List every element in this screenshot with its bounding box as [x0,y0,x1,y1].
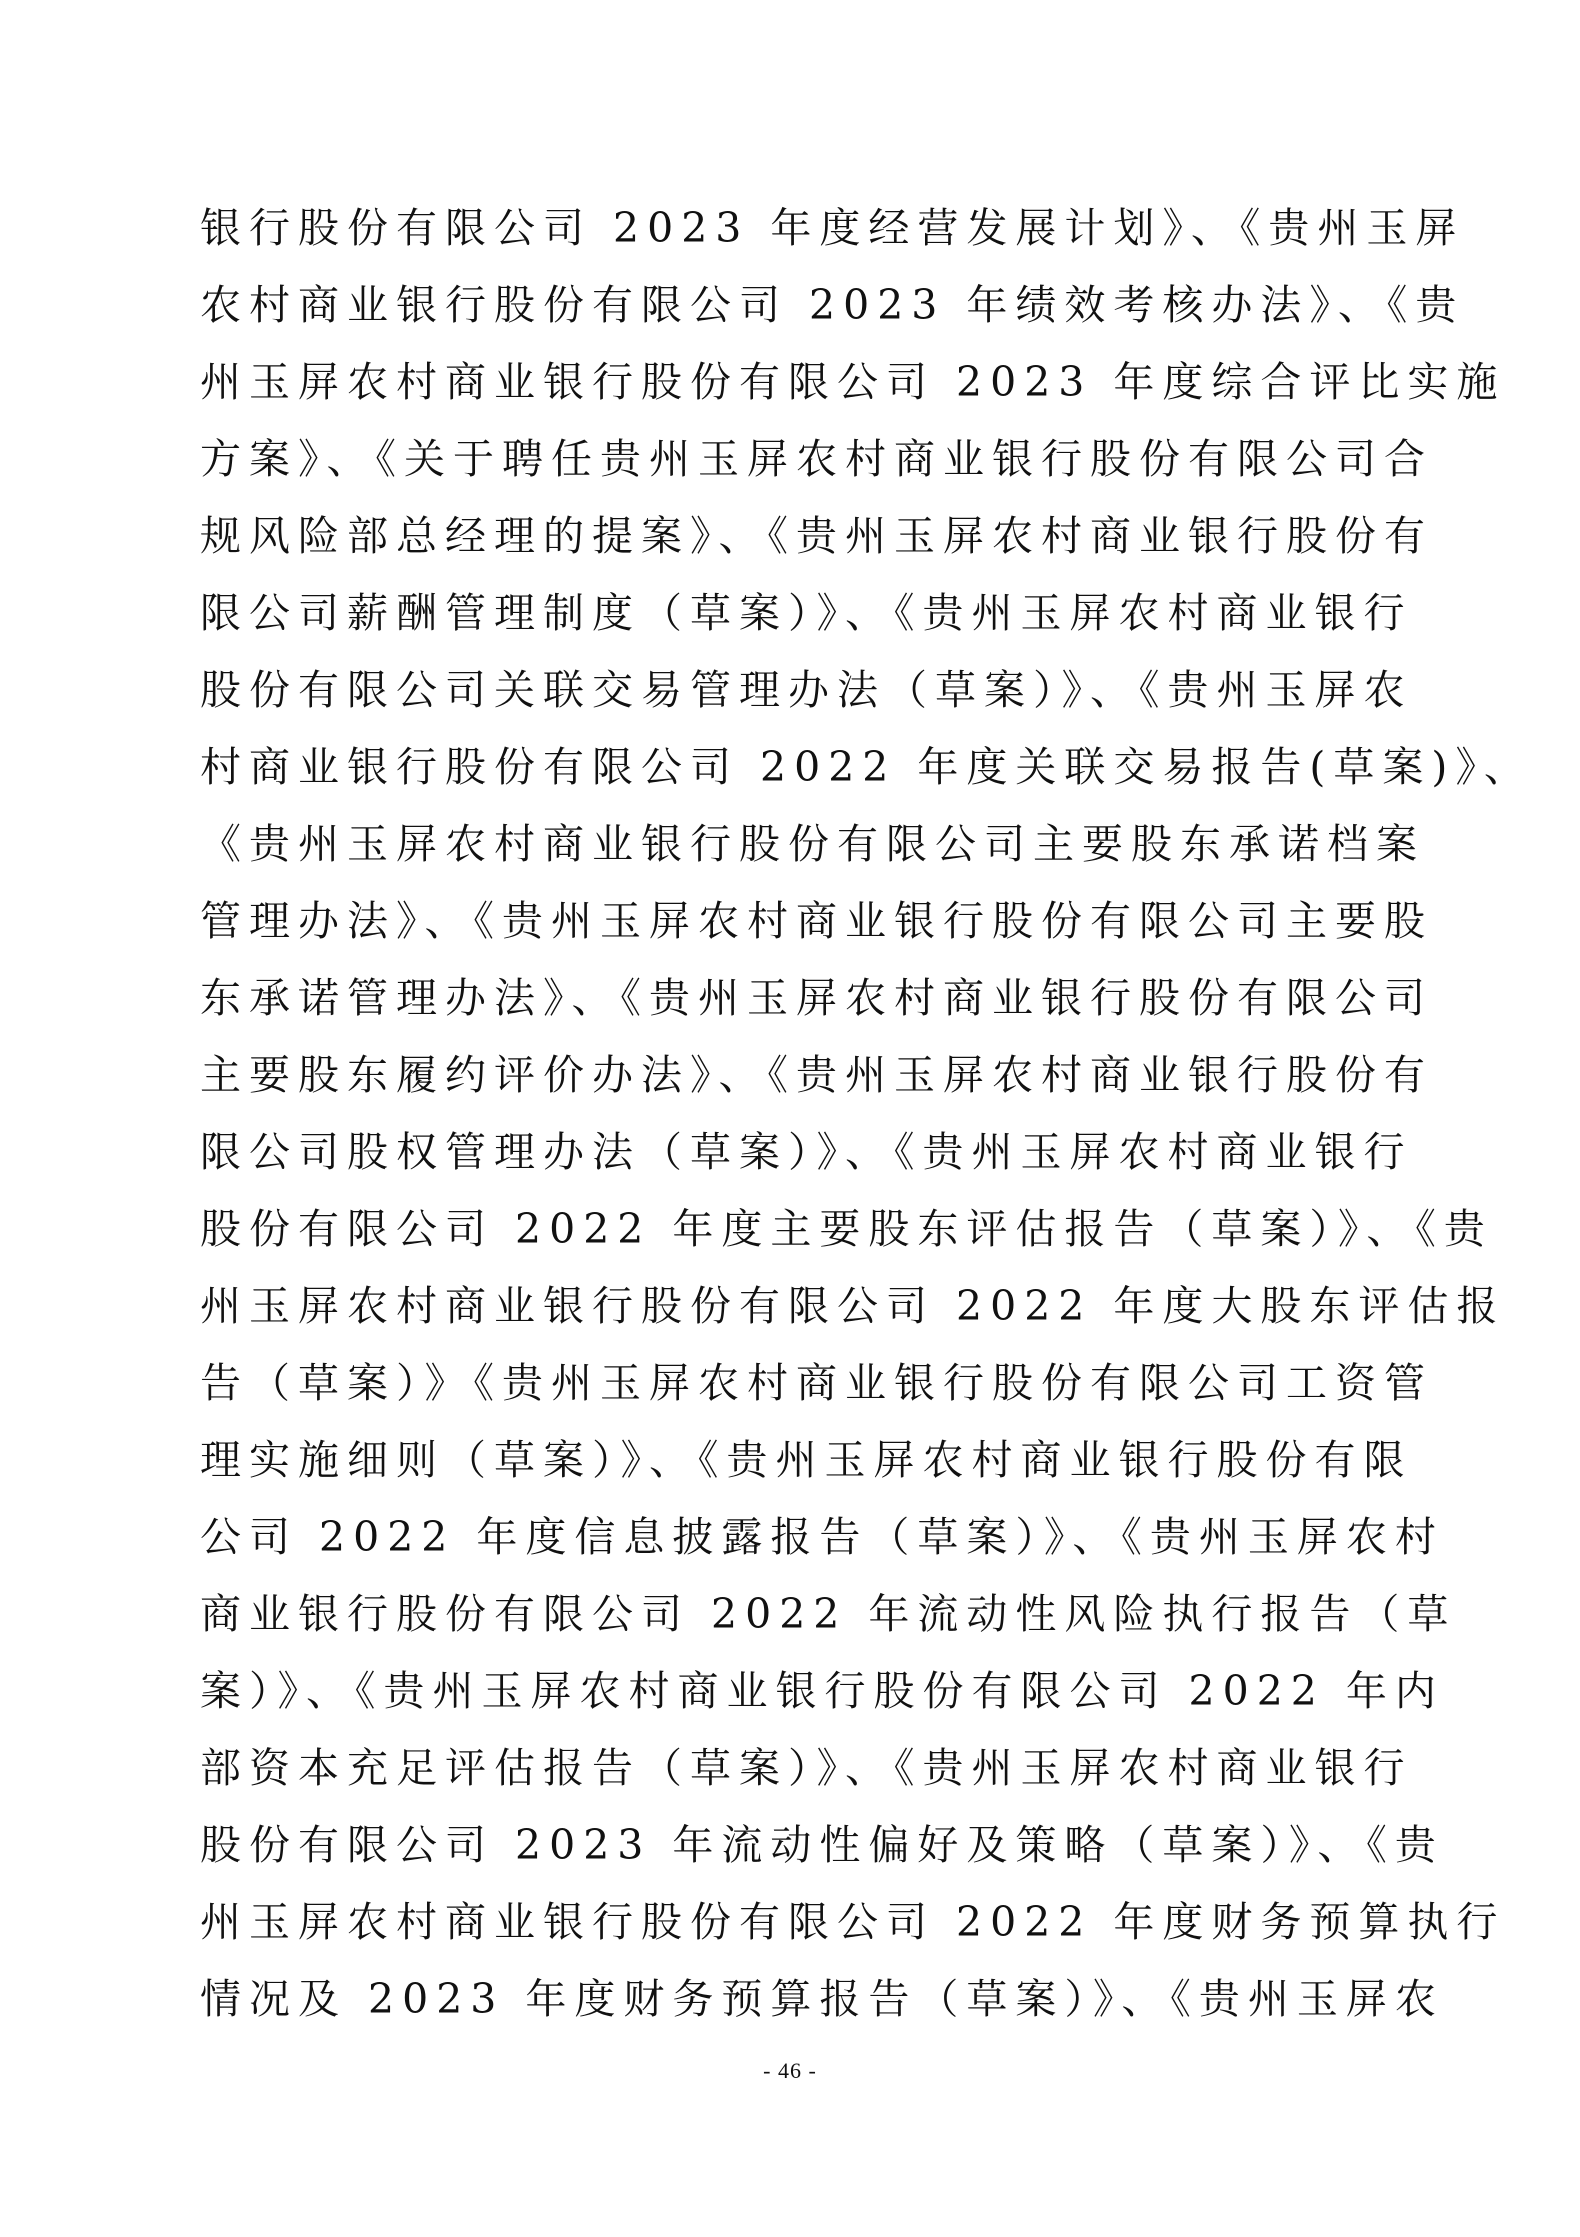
text-line: 州玉屏农村商业银行股份有限公司 2022 年度财务预算执行 [200,1898,1506,1946]
text-line: 农村商业银行股份有限公司 2023 年绩效考核办法》、《贵 [200,281,1465,329]
text-line: 村商业银行股份有限公司 2022 年度关联交易报告(草案)》、 [200,743,1533,791]
text-line: 规风险部总经理的提案》、《贵州玉屏农村商业银行股份有 [200,512,1433,560]
text-line: 告（草案）》《贵州玉屏农村商业银行股份有限公司工资管 [200,1359,1433,1407]
text-line: 公司 2022 年度信息披露报告（草案）》、《贵州玉屏农村 [200,1513,1444,1561]
text-line: 方案》、《关于聘任贵州玉屏农村商业银行股份有限公司合 [200,435,1433,483]
page-number: - 46 - [763,2058,817,2083]
body-text [200,190,1533,2038]
text-line: 部资本充足评估报告（草案）》、《贵州玉屏农村商业银行 [200,1744,1413,1792]
text-line: 案）》、《贵州玉屏农村商业银行股份有限公司 2022 年内 [200,1667,1444,1715]
text-line: 情况及 2023 年度财务预算报告（草案）》、《贵州玉屏农 [200,1975,1444,2023]
text-line: 管理办法》、《贵州玉屏农村商业银行股份有限公司主要股 [200,897,1433,945]
text-line: 主要股东履约评价办法》、《贵州玉屏农村商业银行股份有 [200,1051,1433,1099]
text-line: 限公司股权管理办法（草案）》、《贵州玉屏农村商业银行 [200,1128,1413,1176]
text-line: 股份有限公司 2023 年流动性偏好及策略（草案）》、《贵 [200,1821,1444,1869]
text-line: 限公司薪酬管理制度（草案）》、《贵州玉屏农村商业银行 [200,589,1413,637]
text-line: 理实施细则（草案）》、《贵州玉屏农村商业银行股份有限 [200,1436,1413,1484]
text-line: 州玉屏农村商业银行股份有限公司 2022 年度大股东评估报 [200,1282,1506,1330]
text-line: 股份有限公司关联交易管理办法（草案）》、《贵州玉屏农 [200,666,1413,714]
text-line: 股份有限公司 2022 年度主要股东评估报告（草案）》、《贵 [200,1205,1493,1253]
text-line: 州玉屏农村商业银行股份有限公司 2023 年度综合评比实施 [200,358,1506,406]
text-line: 银行股份有限公司 2023 年度经营发展计划》、《贵州玉屏 [200,204,1465,252]
text-line: 《贵州玉屏农村商业银行股份有限公司主要股东承诺档案 [200,820,1425,868]
text-line: 东承诺管理办法》、《贵州玉屏农村商业银行股份有限公司 [200,974,1433,1022]
text-line: 商业银行股份有限公司 2022 年流动性风险执行报告（草 [200,1590,1457,1638]
